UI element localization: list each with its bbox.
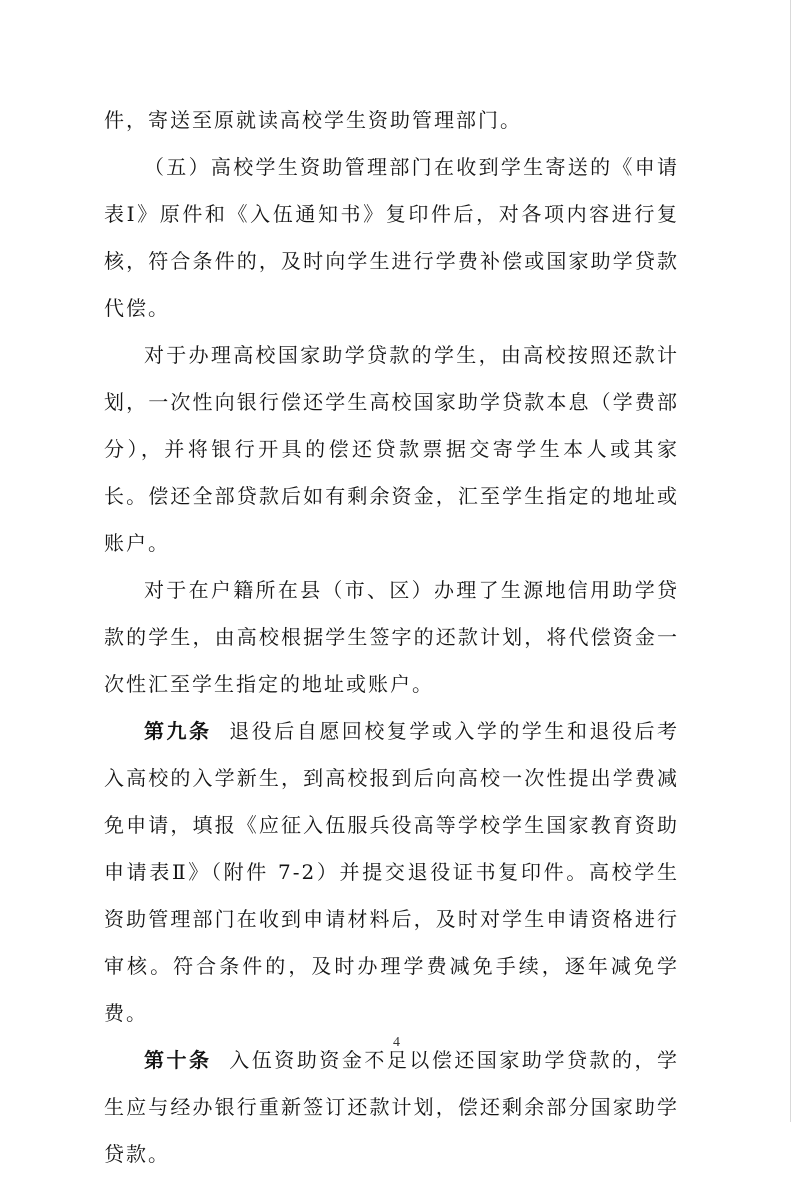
article-nine-heading: 第九条 [144,719,212,743]
paragraph-item-five [104,144,679,332]
paragraph-loan-repayment [104,332,679,567]
article-ten-text: 入伍资助资金不足以偿还国家助学贷款的，学生应与经办银行重新签订还款计划，偿还剩余部分国家助学贷款。 [104,1048,680,1166]
paragraph-text: 对于在户籍所在县（市、区）办理了生源地信用助学贷款的学生，由高校根据学生签字的还款计划，将代偿资金一次性汇至学生指定的地址或账户。 [104,578,679,696]
article-ten [104,1037,679,1178]
paragraph-text: 件，寄送至原就读高校学生资助管理部门。 [104,108,522,132]
paragraph-text: （五）高校学生资助管理部门在收到学生寄送的《申请表Ⅰ》原件和《入伍通知书》复印件后，对各项内容进行复核，符合条件的，及时向学生进行学费补偿或国家助学贷款代偿。 [104,155,679,320]
article-ten-heading: 第十条 [144,1048,212,1072]
scan-edge-line [790,0,791,1122]
article-nine-text: 退役后自愿回校复学或入学的学生和退役后考入高校的入学新生，到高校报到后向高校一次性提出学费减免申请，填报《应征入伍服兵役高等学校学生国家教育资助申请表Ⅱ》（附件 7-2）并提交退役证书复印件。高校学生资助管理部门在收到申请材料后，及时对学生申请资格进行审核。符合条件的，及时办理学费减免手续，逐年减免学费。 [104,719,680,1025]
document-body [104,97,679,1178]
article-nine [104,708,679,1037]
paragraph-credit-loan [104,567,679,708]
paragraph-text: 对于办理高校国家助学贷款的学生，由高校按照还款计划，一次性向银行偿还学生高校国家助学贷款本息（学费部分），并将银行开具的偿还贷款票据交寄学生本人或其家长。偿还全部贷款后如有剩余资金，汇至学生指定的地址或账户。 [104,343,679,555]
page-number: 4 [393,1035,400,1050]
paragraph-continuation [104,97,679,144]
